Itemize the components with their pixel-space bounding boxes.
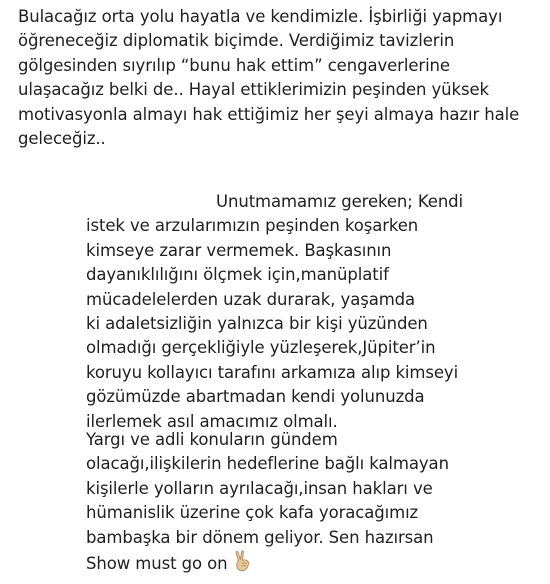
text-line: hümanislik üzerine çok kafa yoracağımız — [86, 503, 419, 523]
text-line: Yargı ve adli konuların gündem — [86, 430, 338, 449]
text-line: istek ve arzularımızın peşinden koşarken — [86, 216, 419, 236]
text-line: kişilerle yolların ayrılacağı,insan hakları ve — [86, 478, 433, 498]
text-line: ulaşacağız belki de.. Hayal ettiklerimizin peşinden yüksek — [18, 80, 489, 100]
text-line: koruyu kollayıcı tarafını arkamıza alıp kimseyi — [86, 362, 459, 382]
text-line: motivasyonla almayı hak ettiğimiz her şeyi almaya hazır hale — [18, 104, 520, 124]
text-line: bambaşka bir dönem geliyor. Sen hazırsan — [86, 527, 434, 547]
text-line: ki adaletsizliğin yalnızca bir kişi yüzünden — [86, 313, 428, 333]
text-line: öğreneceğiz diplomatik biçimde. Verdiğimiz tavizlerin — [18, 31, 455, 51]
text-line: ilerlemek asıl amacımız olmalı. — [86, 411, 338, 431]
text-line: Unutmamamız gereken; Kendi — [216, 192, 464, 211]
paragraph-closing — [86, 428, 449, 574]
text-line-final — [86, 550, 449, 574]
text-line: olacağı,ilişkilerin hedeflerine bağlı kalmayan — [86, 454, 449, 474]
text-line: mücadelelerden uzak durarak, yaşamda — [86, 289, 416, 309]
text-line: dayanıklılığını ölçmek için,manüplatif — [86, 265, 389, 285]
text-line: kimseye zarar vermemek. Başkasının — [86, 240, 392, 260]
text-line: gözümüzde abartmadan kendi yolunuzda — [86, 387, 425, 407]
text-line: Bulacağız orta yolu hayatla ve kendimizle. İşbirliği yapmayı — [18, 7, 503, 26]
closing-phrase: Show must go on — [86, 553, 228, 573]
text-line: gölgesinden sıyrılıp “bunu hak ettim” cengaverlerine — [18, 55, 450, 75]
text-line: olmadığı gerçekliğiyle yüzleşerek,Jüpiter’in — [86, 338, 436, 358]
text-line: geleceğiz.. — [18, 128, 106, 148]
paragraph-intro — [18, 5, 519, 151]
victory-hand-icon — [233, 550, 253, 572]
paragraph-reminder — [86, 190, 463, 434]
